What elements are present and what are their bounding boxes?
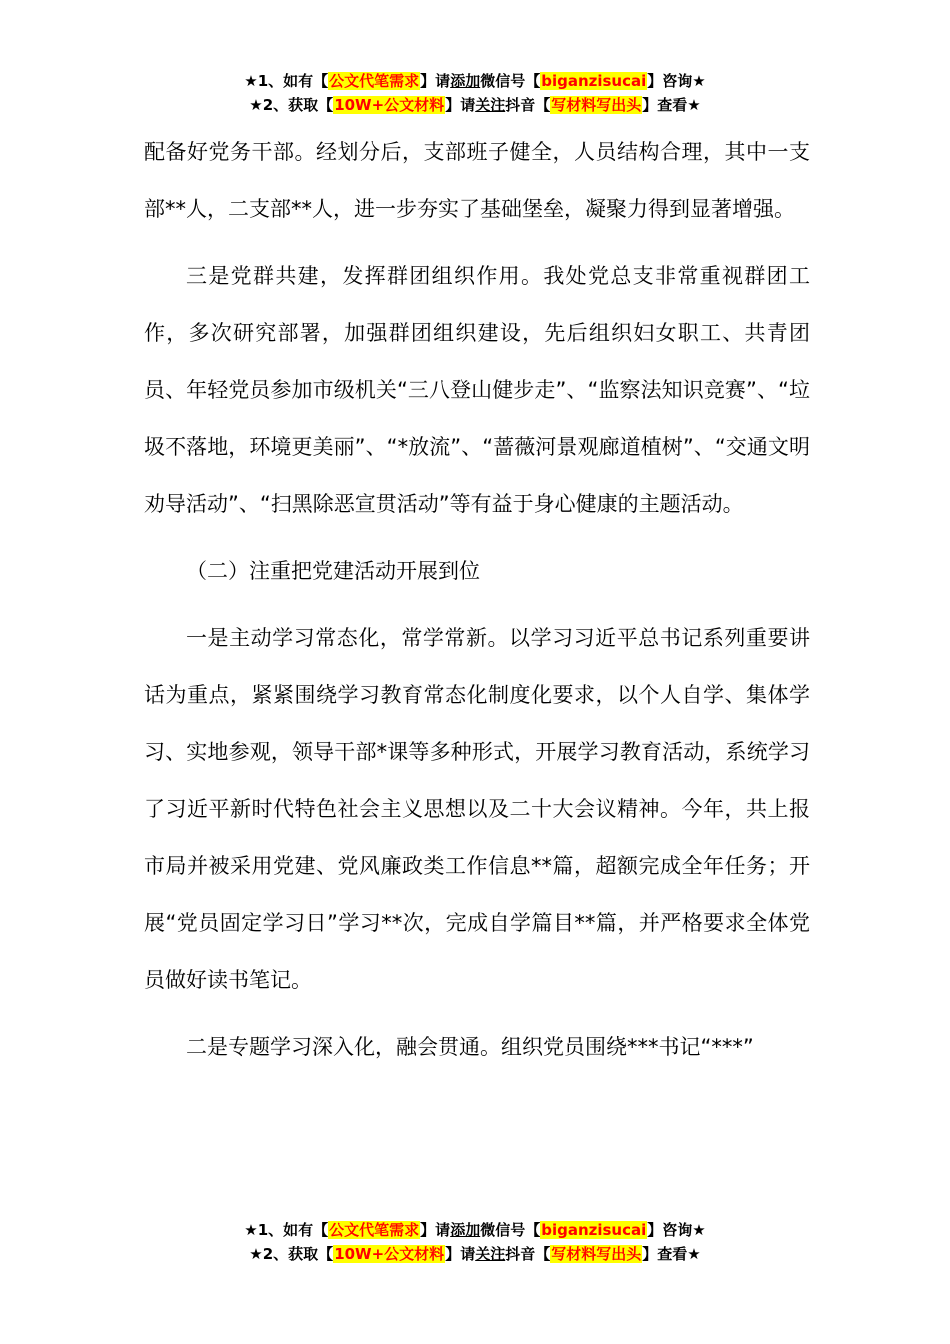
banner-text: 微信号【 <box>480 1221 541 1239</box>
section-heading: （二）注重把党建活动开展到位 <box>186 559 480 583</box>
banner-highlight: 10W+公文材料 <box>334 1245 445 1263</box>
banner-text: ★1、如有【 <box>244 72 329 90</box>
banner-text: 】咨询★ <box>647 1221 706 1239</box>
paragraph: 三是党群共建，发挥群团组织作用。我处党总支非常重视群团工作，多次研究部署，加强群团组织建设，先后组织妇女职工、共青团员、年轻党员参加市级机关“三八登山健步走”、“监察法知识竞赛”、“垃圾不落地，环境更美丽”、“*放流”、“蔷薇河景观廊道植树”、“交通文明劝导活动”、“扫黑除恶宣贯活动”等有益于身心健康的主题活动。 <box>144 264 810 516</box>
banner-highlight: biganzisucai <box>541 1221 647 1239</box>
banner-text: 】请 <box>420 72 451 90</box>
banner-text: 抖音【 <box>505 96 551 114</box>
banner-line-1 <box>0 69 950 93</box>
banner-text: ★2、获取【 <box>249 96 334 114</box>
banner-line-1 <box>0 1218 950 1242</box>
banner-underline: 关注 <box>475 1245 506 1263</box>
banner-text: 】请 <box>445 96 476 114</box>
banner-underline: 添加 <box>450 72 481 90</box>
banner-line-2 <box>0 1242 950 1266</box>
banner-text: 】查看★ <box>642 96 701 114</box>
banner-text: 抖音【 <box>505 1245 551 1263</box>
banner-text: ★2、获取【 <box>249 1245 334 1263</box>
banner-underline: 关注 <box>475 96 506 114</box>
document-body <box>144 124 810 1076</box>
header-banner <box>0 69 950 117</box>
banner-text: 】请 <box>420 1221 451 1239</box>
banner-highlight: biganzisucai <box>541 72 647 90</box>
banner-highlight: 写材料写出头 <box>551 1245 642 1263</box>
banner-line-2 <box>0 93 950 117</box>
banner-highlight: 写材料写出头 <box>551 96 642 114</box>
banner-text: 微信号【 <box>480 72 541 90</box>
paragraph: 一是主动学习常态化，常学常新。以学习习近平总书记系列重要讲话为重点，紧紧围绕学习教育常态化制度化要求，以个人自学、集体学习、实地参观，领导干部*课等多种形式，开展学习教育活动，系统学习了习近平新时代特色社会主义思想以及二十大会议精神。今年，共上报市局并被采用党建、党风廉政类工作信息**篇，超额完成全年任务；开展“党员固定学习日”学习**次，完成自学篇目**篇，并严格要求全体党员做好读书笔记。 <box>144 626 810 992</box>
paragraph: 二是专题学习深入化，融会贯通。组织党员围绕***书记“***” <box>186 1035 754 1059</box>
banner-highlight: 10W+公文材料 <box>334 96 445 114</box>
banner-text: 】请 <box>445 1245 476 1263</box>
banner-highlight: 公文代笔需求 <box>329 1221 420 1239</box>
banner-text: ★1、如有【 <box>244 1221 329 1239</box>
paragraph: 配备好党务干部。经划分后，支部班子健全，人员结构合理，其中一支部**人，二支部**人，进一步夯实了基础堡垒，凝聚力得到显著增强。 <box>144 140 810 221</box>
banner-text: 】查看★ <box>642 1245 701 1263</box>
banner-highlight: 公文代笔需求 <box>329 72 420 90</box>
banner-underline: 添加 <box>450 1221 481 1239</box>
footer-banner <box>0 1218 950 1266</box>
banner-text: 】咨询★ <box>647 72 706 90</box>
